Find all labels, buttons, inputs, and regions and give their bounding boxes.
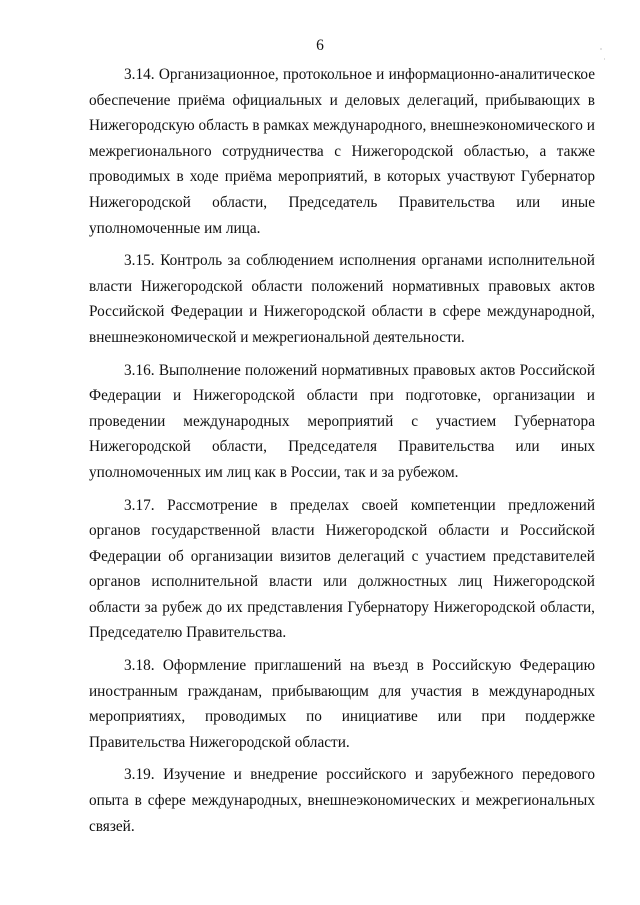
paragraph-number: 3.16. — [124, 361, 155, 379]
scan-speck — [600, 48, 602, 50]
paragraph-3-17 — [89, 493, 595, 647]
paragraph-number: 3.14. — [124, 66, 155, 83]
paragraph-text: Оформление приглашений на въезд в Российскую Федерацию иностранным гражданам, прибывающим для участия в международных мероприятиях, проводимых по инициативе или при поддержке Правительства Нижегородской области. — [89, 657, 596, 751]
paragraph-3-19 — [89, 762, 595, 839]
scan-speck — [460, 791, 463, 792]
paragraph-number: 3.15. — [124, 252, 155, 270]
paragraph-number: 3.17. — [124, 496, 155, 514]
paragraph-number: 3.19. — [124, 766, 155, 784]
paragraph-3-18 — [89, 653, 595, 755]
paragraph-text: Изучение и внедрение российского и зарубежного передового опыта в сфере международных, внешнеэкономических и межрегиональных связей. — [89, 766, 596, 835]
paragraph-text: Рассмотрение в пределах своей компетенции предложений органов государственной власти Нижегородской области и Российской Федерации об организации визитов делегаций с участием представителей органов исполнительной власти или должностных лиц Нижегородской области за рубеж до их представления Губернатору Нижегородской области, Председателю Правительства. — [89, 496, 596, 642]
paragraph-text: Организационное, протокольное и информационно-аналитическое обеспечение приёма официальных и деловых делегаций, прибывающих в Нижегородскую область в рамках международного, внешнеэкономического и межрегионального сотрудничества с Нижегородской областью, а также проводимых в ходе приёма мероприятий, в которых участвуют Губернатор Нижегородской области, Председатель Правительства или иные уполномоченные им лица. — [89, 66, 595, 237]
paragraph-3-14 — [89, 62, 595, 241]
paragraph-number: 3.18. — [124, 657, 155, 675]
page-number: 6 — [316, 37, 324, 54]
paragraph-text: Выполнение положений нормативных правовых актов Российской Федерации и Нижегородской области при подготовке, организации и проведении международных мероприятий с участием Губернатора Нижегородской области, Председателя Правительства или иных уполномоченных им лиц как в России, так и за рубежом. — [89, 361, 596, 481]
scan-speck — [604, 58, 605, 60]
paragraph-3-16 — [89, 358, 595, 486]
paragraph-text: Контроль за соблюдением исполнения органами исполнительной власти Нижегородской области положений нормативных правовых актов Российской Федерации и Нижегородской области в сфере международной, внешнеэкономической и межрегиональной деятельности. — [89, 252, 595, 346]
paragraph-3-15 — [89, 248, 595, 350]
document-body — [89, 62, 595, 846]
